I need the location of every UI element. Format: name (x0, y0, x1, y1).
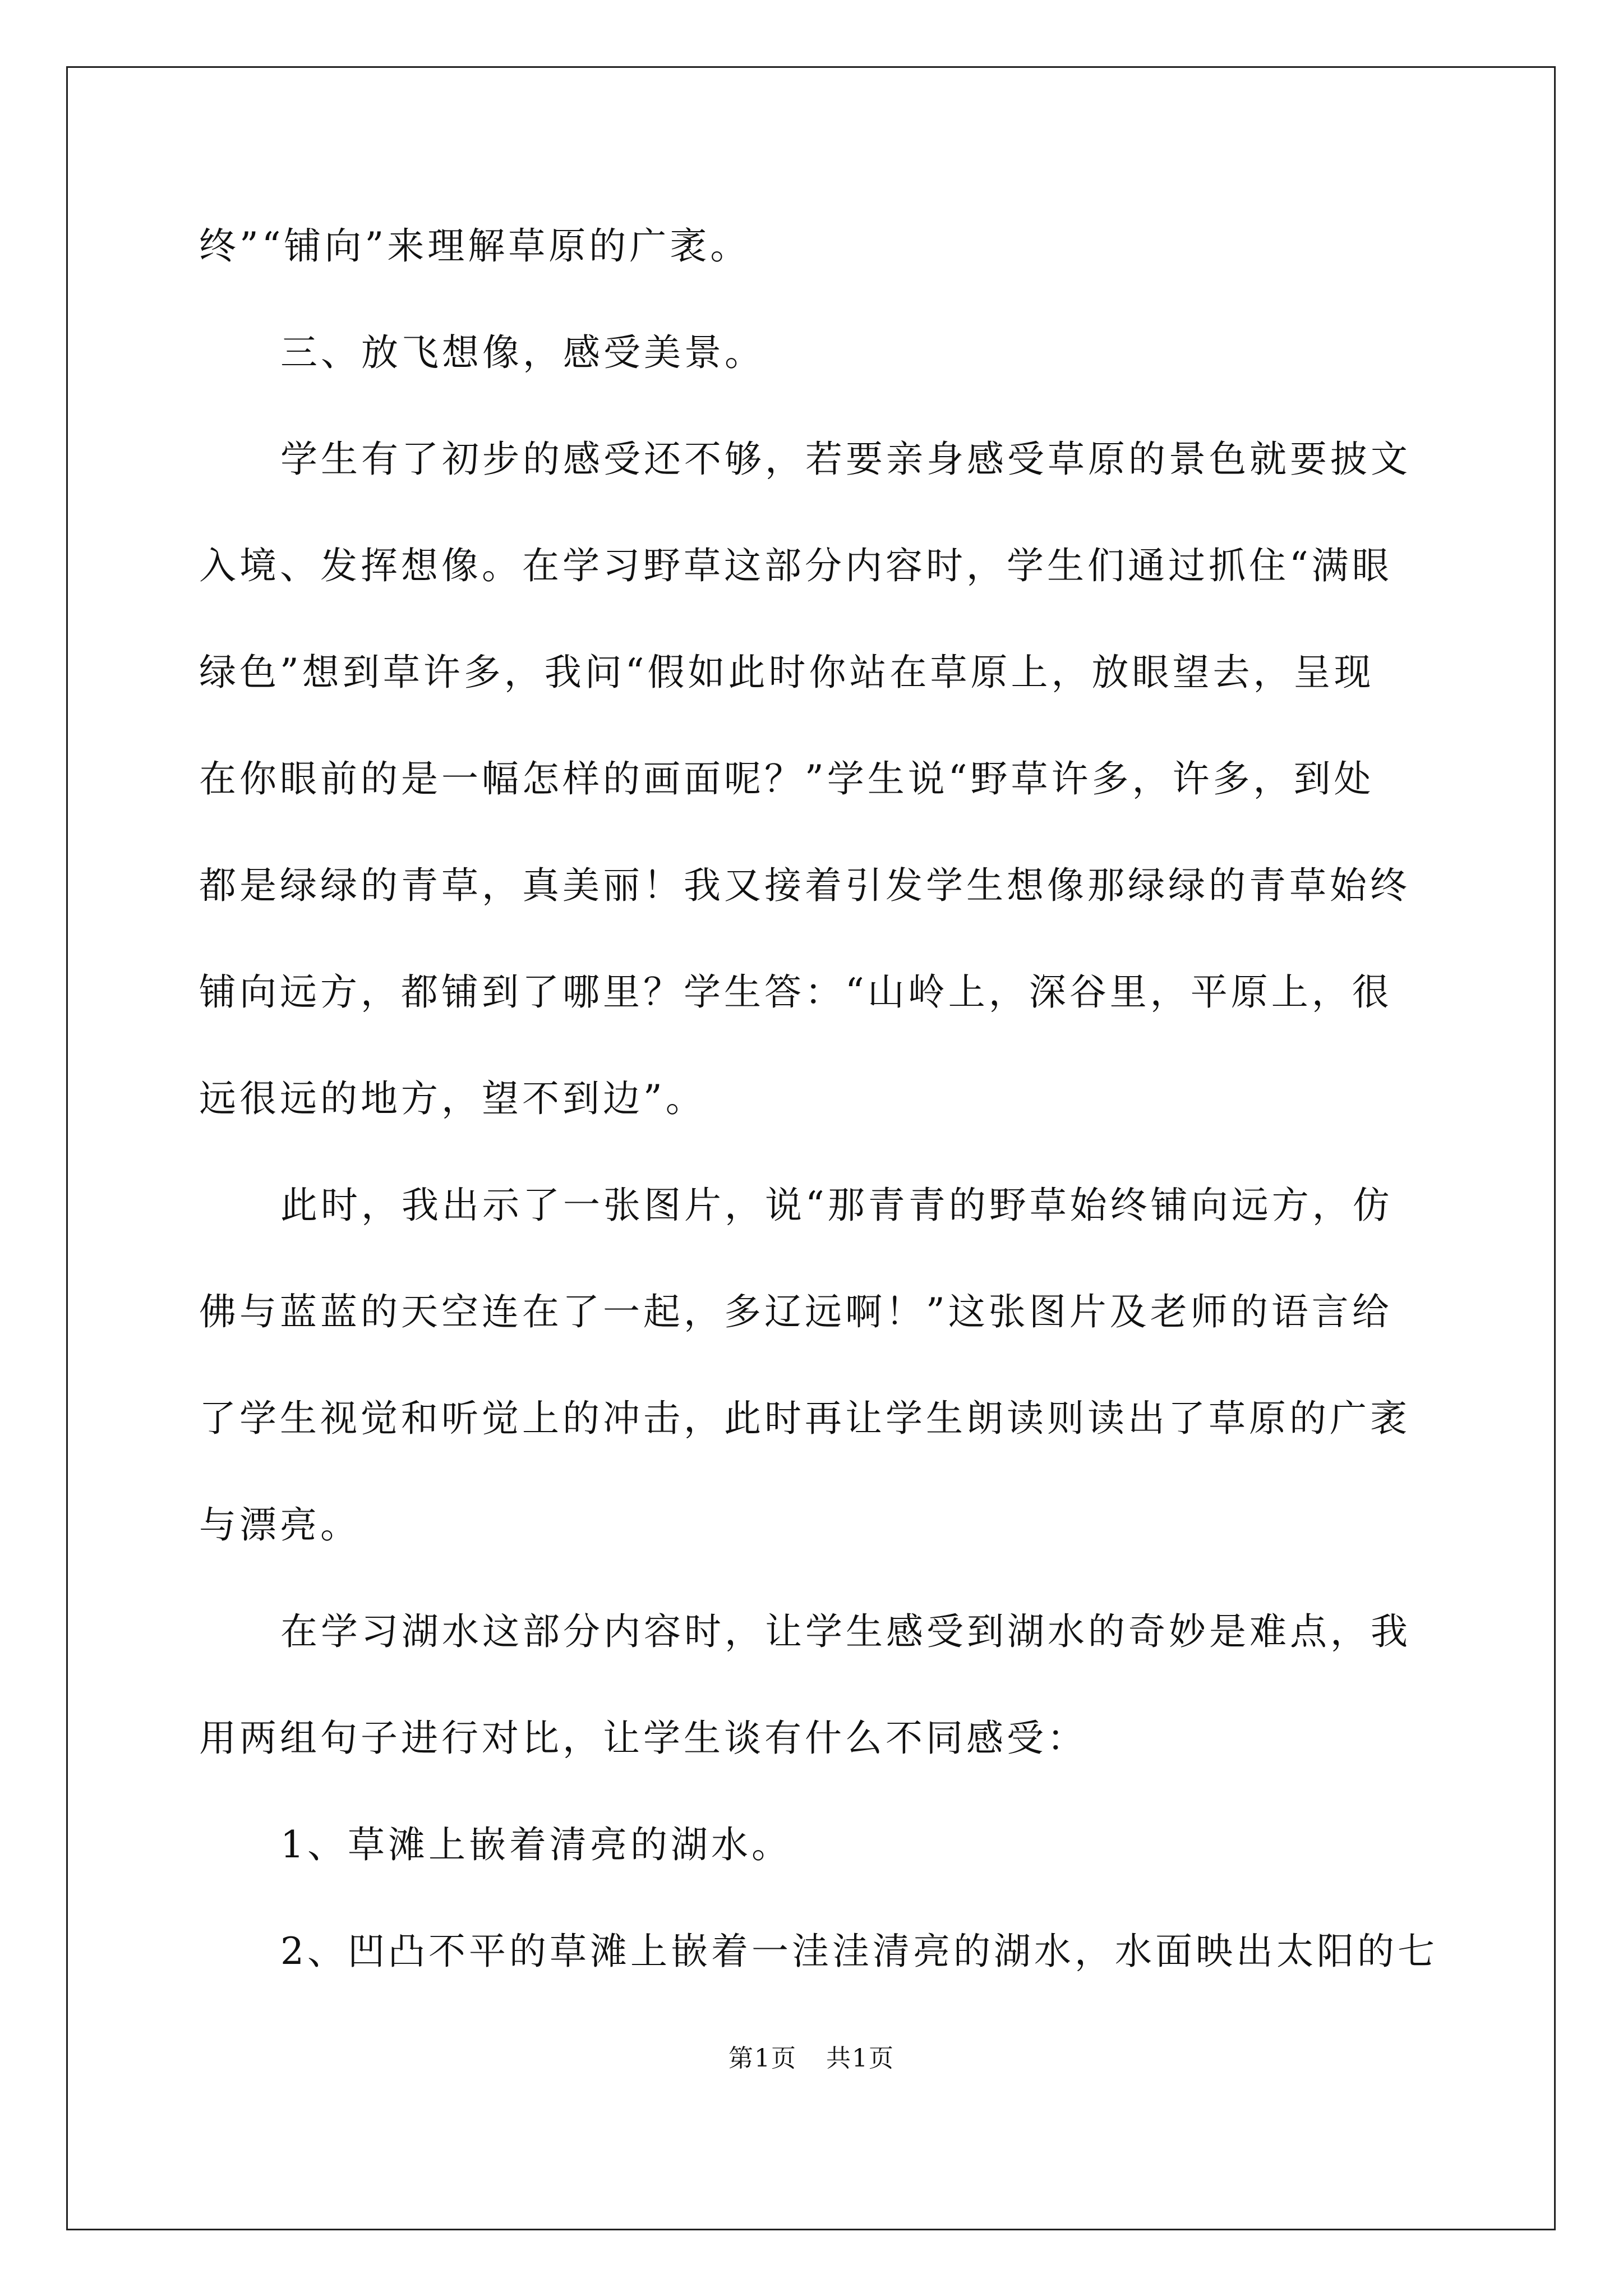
text-line: 铺向远方，都铺到了哪里？学生答：“山岭上，深谷里，平原上，很 (199, 970, 1393, 1014)
text-line: 佛与蓝蓝的天空连在了一起，多辽远啊！”这张图片及老师的语言给 (199, 1290, 1393, 1333)
text-line: 学生有了初步的感受还不够，若要亲身感受草原的景色就要披文 (280, 438, 1411, 481)
list-item: 1、草滩上嵌着清亮的湖水。 (280, 1823, 792, 1866)
text-line: 用两组句子进行对比，让学生谈有什么不同感受： (199, 1717, 1087, 1760)
text-line: 在你眼前的是一幅怎样的画面呢？”学生说“野草许多，许多，到处 (199, 757, 1375, 800)
text-line: 绿色”想到草许多，我问“假如此时你站在草原上，放眼望去，呈现 (199, 651, 1375, 694)
text-line: 入境、发挥想像。在学习野草这部分内容时，学生们通过抓住“满眼 (199, 544, 1393, 587)
list-item: 2、凹凸不平的草滩上嵌着一洼洼清亮的湖水，水面映出太阳的七 (280, 1930, 1438, 1973)
text-line: 远很远的地方，望不到边”。 (199, 1077, 706, 1120)
page-number-total: 共1页 (826, 2044, 895, 2073)
page-footer (0, 2042, 1623, 2076)
page-border (66, 66, 1556, 2230)
section-heading: 三、放飞想像，感受美景。 (280, 331, 765, 374)
text-line: 都是绿绿的青草，真美丽！我又接着引发学生想像那绿绿的青草始终 (199, 864, 1410, 907)
text-line: 了学生视觉和听觉上的冲击，此时再让学生朗读则读出了草原的广袤 (199, 1397, 1410, 1440)
page-number-current: 第1页 (728, 2044, 797, 2073)
text-line: 在学习湖水这部分内容时，让学生感受到湖水的奇妙是难点，我 (280, 1610, 1411, 1653)
text-line: 此时，我出示了一张图片，说“那青青的野草始终铺向远方，仿 (280, 1184, 1393, 1227)
text-line: 终”“铺向”来理解草原的广袤。 (199, 224, 751, 268)
text-line: 与漂亮。 (199, 1503, 361, 1547)
